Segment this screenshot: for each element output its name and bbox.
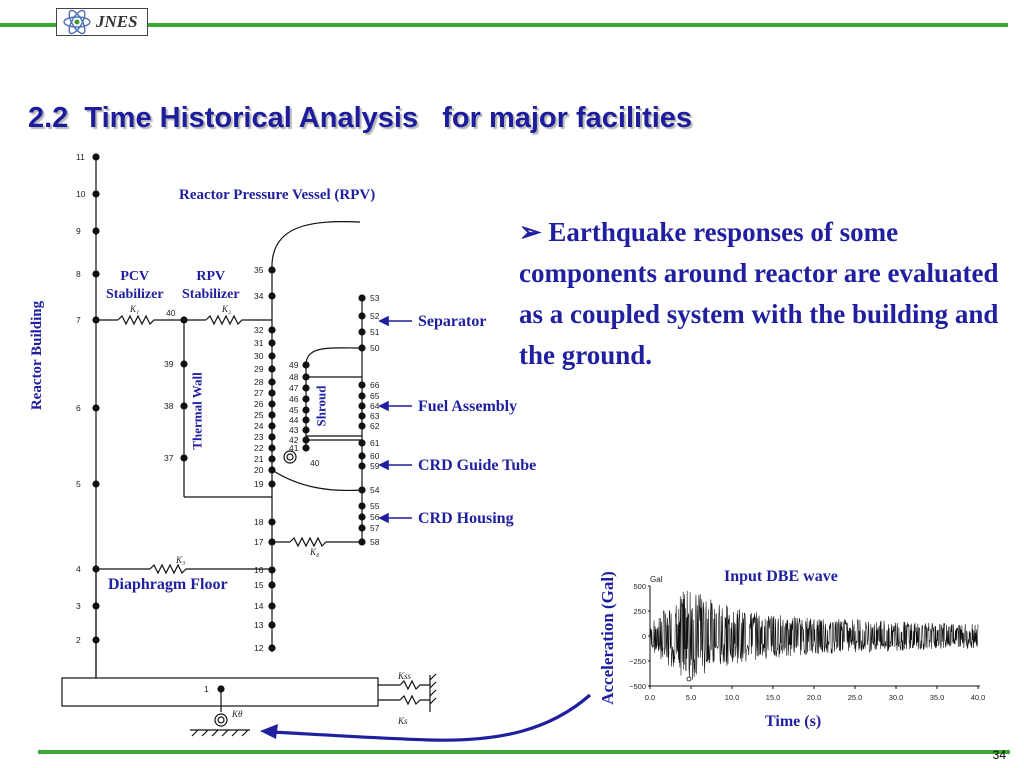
pcv-stabilizer-label	[106, 268, 164, 304]
node-internal-60	[358, 452, 365, 459]
node-internal-65	[358, 392, 365, 399]
wave-x-label: Time (s)	[765, 713, 822, 730]
node-shroud-49	[302, 361, 309, 368]
node-rpv-27	[268, 389, 275, 396]
wave-y-label: Acceleration (Gal)	[597, 571, 617, 705]
node-rpv-25	[268, 411, 275, 418]
node-number: 48	[289, 372, 299, 382]
pcv-label-line2: Stabilizer	[106, 287, 164, 302]
x-tick-label: 35.0	[929, 693, 945, 702]
node-internal-61	[358, 439, 365, 446]
node-number: 35	[254, 265, 264, 275]
y-tick-label: 250	[633, 607, 646, 616]
header-line-right	[148, 23, 1008, 27]
separator-label: Separator	[418, 313, 487, 330]
node-number: 64	[370, 401, 380, 411]
node-building-9	[92, 227, 99, 234]
node-rpv-30	[268, 352, 275, 359]
node-rpv-26	[268, 400, 275, 407]
node-rpv-19	[268, 480, 275, 487]
node-number: 56	[370, 512, 380, 522]
node-number: 27	[254, 388, 264, 398]
node-number: 41	[289, 443, 299, 453]
spring-ks-label: Ks	[398, 716, 408, 726]
atom-icon	[60, 9, 94, 35]
node-shroud-44	[302, 416, 309, 423]
node-number: 11	[76, 152, 85, 162]
node-number: 21	[254, 454, 264, 464]
node-number: 2	[76, 635, 81, 645]
node-number: 28	[254, 377, 264, 387]
node-number: 39	[164, 359, 174, 369]
node-building-6	[92, 404, 99, 411]
node-internal-54	[358, 486, 365, 493]
node-rpv-28	[268, 378, 275, 385]
node-number: 47	[289, 383, 299, 393]
node-number: 25	[254, 410, 264, 420]
node-number: 53	[370, 293, 380, 303]
node-rpv-21	[268, 455, 275, 462]
node-building-11	[92, 153, 99, 160]
bullet-text: ➢ Earthquake responses of some components around reactor are evaluated as a coupled system with the building and the ground.	[519, 217, 999, 370]
node-shroud-43	[302, 426, 309, 433]
node-number: 18	[254, 517, 264, 527]
node-internal-66	[358, 381, 365, 388]
node-number: 40	[166, 308, 176, 318]
node-number: 9	[76, 226, 81, 236]
node-number: 14	[254, 601, 264, 611]
spring-k4-label: K₄	[310, 547, 320, 557]
node-number: 62	[370, 421, 380, 431]
wave-chart-title: Input DBE wave	[724, 568, 838, 585]
node-number: 31	[254, 338, 264, 348]
node-number: 24	[254, 421, 264, 431]
node-number: 10	[76, 189, 86, 199]
node-number: 65	[370, 391, 380, 401]
x-tick-label: 15.0	[765, 693, 781, 702]
footer-line	[38, 750, 1010, 754]
pcv-label-line1: PCV	[120, 269, 150, 284]
x-tick-label: 0.0	[644, 693, 656, 702]
y-tick-label: 0	[641, 632, 646, 641]
spring-kss-label: Kss	[398, 671, 412, 681]
x-tick-label: 30.0	[888, 693, 904, 702]
y-tick-label: −500	[629, 682, 646, 691]
node-number: 6	[76, 403, 81, 413]
node-number: 3	[76, 601, 81, 611]
node-number: 45	[289, 405, 299, 415]
node-pcv-40	[180, 316, 187, 323]
node-building-1	[217, 685, 224, 692]
spring-k3-label: K₃	[176, 555, 186, 565]
y-tick-label: −250	[629, 657, 646, 666]
node-number: 60	[370, 451, 380, 461]
node-number: 20	[254, 465, 264, 475]
node-number: 59	[370, 461, 380, 471]
node-number: 58	[370, 537, 380, 547]
rpv-stab-label-line2: Stabilizer	[182, 287, 240, 302]
node-number: 12	[254, 643, 264, 653]
node-number: 50	[370, 343, 380, 353]
node-number: 40	[310, 458, 320, 468]
node-rpv-14	[268, 602, 275, 609]
node-number: 17	[254, 537, 264, 547]
rpv-stabilizer-label	[182, 268, 240, 304]
page-title: 2.2 Time Historical Analysis for major facilities	[28, 102, 693, 134]
x-tick-label: 25.0	[847, 693, 863, 702]
node-shroud-45	[302, 406, 309, 413]
reactor-building-label: Reactor Building	[29, 300, 46, 411]
node-building-2	[92, 636, 99, 643]
node-shroud-42	[302, 436, 309, 443]
node-rpv-12	[268, 644, 275, 651]
wave-chart	[620, 572, 990, 712]
node-number: 1	[204, 684, 209, 694]
page-number: 34	[992, 748, 1006, 762]
node-internal-64	[358, 402, 365, 409]
node-number: 42	[289, 435, 299, 445]
node-number: 38	[164, 401, 174, 411]
node-shroud-47	[302, 384, 309, 391]
spring-k2-label: K₂	[222, 304, 232, 314]
x-tick-label: 5.0	[685, 693, 697, 702]
node-number: 46	[289, 394, 299, 404]
header-line-left	[0, 23, 56, 27]
node-number: 32	[254, 325, 264, 335]
node-rpv-35	[268, 266, 275, 273]
node-internal-57	[358, 524, 365, 531]
node-internal-51	[358, 328, 365, 335]
rpv-label: Reactor Pressure Vessel (RPV)	[179, 187, 376, 203]
node-rpv-32	[268, 326, 275, 333]
node-number: 49	[289, 360, 299, 370]
node-number: 55	[370, 501, 380, 511]
node-internal-52	[358, 312, 365, 319]
node-building-3	[92, 602, 99, 609]
node-number: 51	[370, 327, 380, 337]
wave-unit-label: Gal	[650, 575, 663, 584]
node-pcv-39	[180, 360, 187, 367]
node-building-4	[92, 565, 99, 572]
node-pcv-38	[180, 402, 187, 409]
node-rpv-15	[268, 581, 275, 588]
node-number: 4	[76, 564, 81, 574]
node-number: 19	[254, 479, 264, 489]
node-rpv-20	[268, 466, 275, 473]
crd-housing-label: CRD Housing	[418, 510, 514, 527]
node-shroud-41	[302, 444, 309, 451]
logo-text: JNES	[96, 12, 138, 31]
node-rpv-31	[268, 339, 275, 346]
node-number: 22	[254, 443, 264, 453]
node-number: 29	[254, 364, 264, 374]
node-number: 15	[254, 580, 264, 590]
node-number: 8	[76, 269, 81, 279]
node-number: 37	[164, 453, 174, 463]
x-tick-label: 20.0	[806, 693, 822, 702]
node-building-10	[92, 190, 99, 197]
node-number: 13	[254, 620, 264, 630]
node-number: 57	[370, 523, 380, 533]
rpv-stab-label-line1: RPV	[196, 269, 226, 284]
node-number: 30	[254, 351, 264, 361]
node-rpv-13	[268, 621, 275, 628]
node-pcv-37	[180, 454, 187, 461]
node-number: 44	[289, 415, 299, 425]
node-building-8	[92, 270, 99, 277]
input-arrow	[250, 690, 600, 750]
coupled-model-diagram	[0, 140, 520, 750]
node-rpv-34	[268, 292, 275, 299]
node-number: 23	[254, 432, 264, 442]
node-rpv-23	[268, 433, 275, 440]
node-number: 61	[370, 438, 380, 448]
node-internal-62	[358, 422, 365, 429]
node-rpv-24	[268, 422, 275, 429]
node-internal-53	[358, 294, 365, 301]
node-number: 16	[254, 565, 264, 575]
node-rpv-29	[268, 365, 275, 372]
node-rpv-18	[268, 518, 275, 525]
node-building-5	[92, 480, 99, 487]
node-shroud-48	[302, 373, 309, 380]
node-rpv-22	[268, 444, 275, 451]
node-internal-63	[358, 412, 365, 419]
node-number: 34	[254, 291, 264, 301]
shroud-label: Shroud	[313, 385, 329, 427]
thermal-wall-label: Thermal Wall	[189, 372, 205, 450]
fuel-assembly-label: Fuel Assembly	[418, 398, 518, 415]
node-number: 7	[76, 315, 81, 325]
node-number: 66	[370, 380, 380, 390]
diaphragm-floor-label: Diaphragm Floor	[108, 576, 228, 593]
node-number: 43	[289, 425, 299, 435]
y-tick-label: 500	[633, 582, 646, 591]
node-number: 26	[254, 399, 264, 409]
node-internal-50	[358, 344, 365, 351]
wave-series-line	[650, 591, 978, 680]
node-internal-55	[358, 502, 365, 509]
spring-k1-label: K₁	[130, 304, 140, 314]
node-building-7	[92, 316, 99, 323]
node-internal-58	[358, 538, 365, 545]
node-internal-56	[358, 513, 365, 520]
node-shroud-46	[302, 395, 309, 402]
node-number: 52	[370, 311, 380, 321]
x-tick-label: 10.0	[724, 693, 740, 702]
node-rpv-16	[268, 566, 275, 573]
node-number: 5	[76, 479, 81, 489]
node-number: 54	[370, 485, 380, 495]
spring-ktheta-label: Kθ	[232, 709, 243, 719]
node-number: 63	[370, 411, 380, 421]
crd-guide-tube-label: CRD Guide Tube	[418, 457, 537, 474]
node-rpv-17	[268, 538, 275, 545]
node-internal-59	[358, 462, 365, 469]
x-tick-label: 40.0	[970, 693, 986, 702]
